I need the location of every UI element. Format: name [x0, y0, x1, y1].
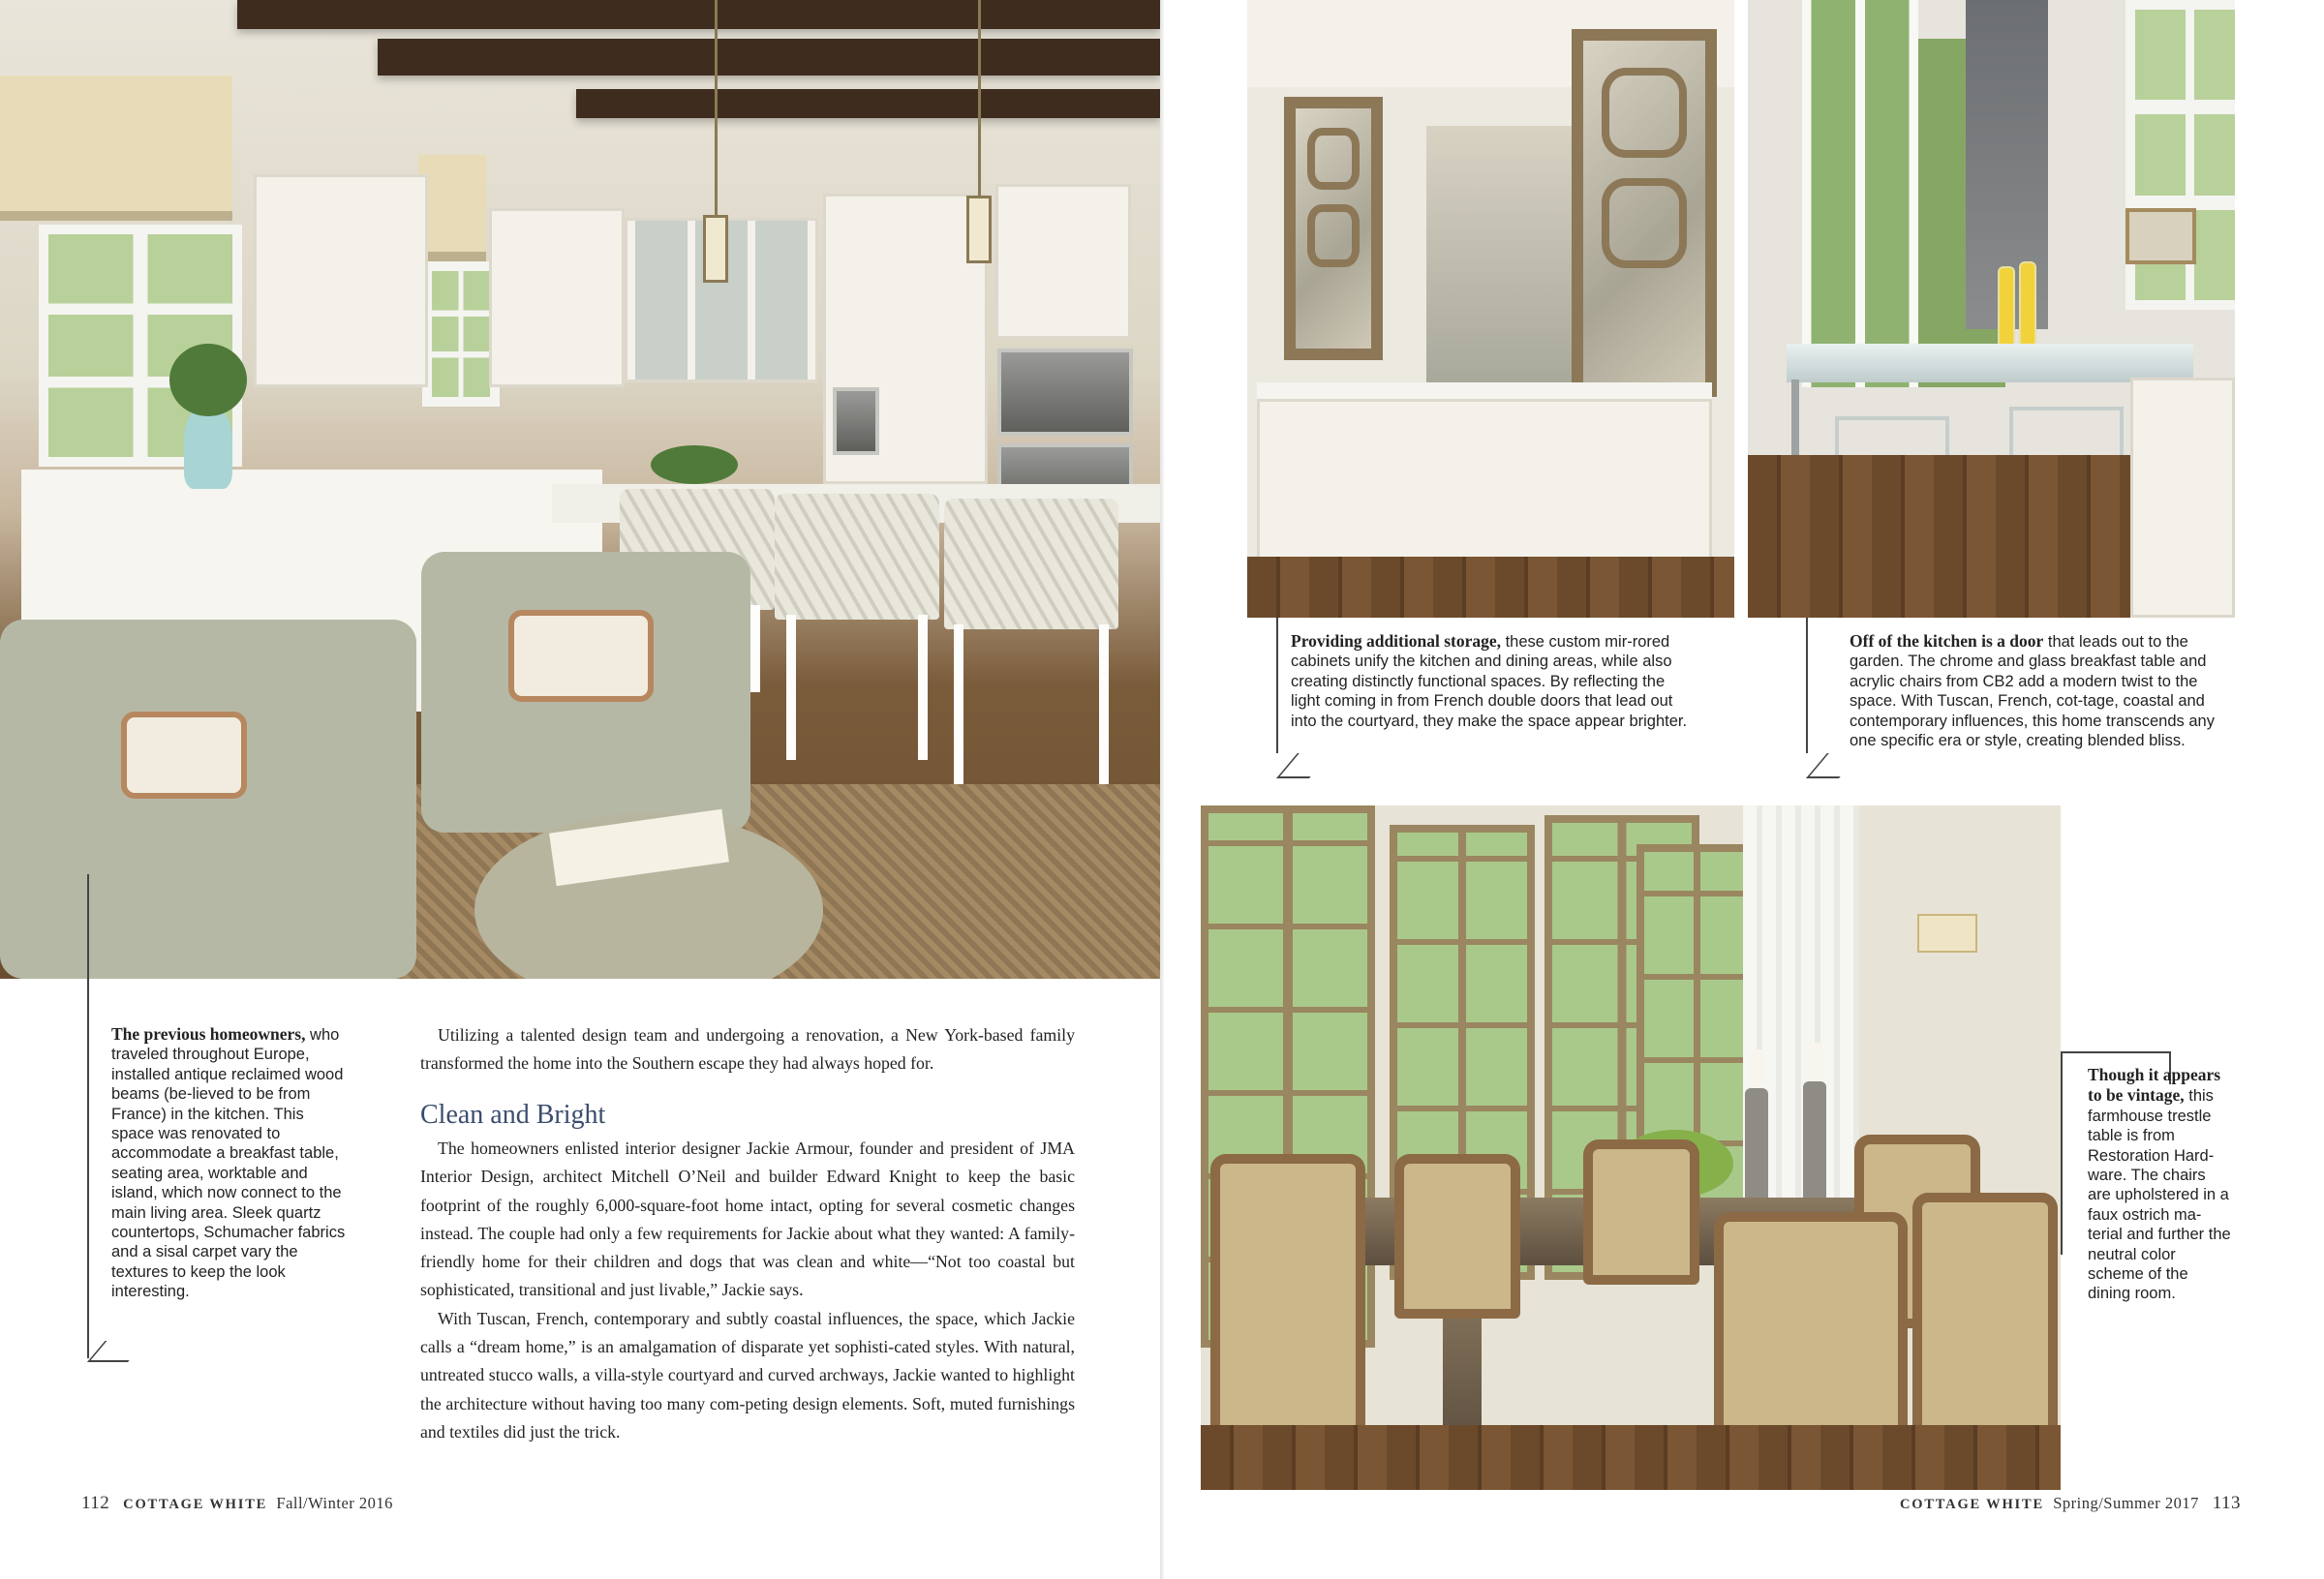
ceiling-beam	[237, 0, 1160, 29]
caption-bracket-foot	[1806, 753, 1860, 778]
stool-leg	[750, 605, 760, 692]
stool-leg	[954, 624, 963, 784]
wood-floor	[1748, 455, 2130, 618]
page-gutter	[1160, 0, 1164, 1579]
roman-shade	[0, 76, 232, 221]
pendant-rod	[978, 0, 981, 198]
french-door	[1802, 0, 1918, 387]
armchair	[0, 620, 416, 979]
mirrored-cabinet-door	[1572, 29, 1717, 397]
stool-leg	[786, 615, 796, 760]
kitchen-photo	[0, 0, 1160, 979]
kitchen-caption	[111, 1024, 349, 1302]
framed-art	[2125, 208, 2196, 264]
magazine-name: COTTAGE WHITE	[123, 1497, 268, 1512]
wall-sconce	[1917, 914, 1977, 953]
caption-text: that leads out to the garden. The chrome and glass breakfast table and acrylic chairs from CB2 add a modern twist to the space. With Tuscan, French, cot-tage, coastal and contemporary influences, this home transcends any one specific era or style, creating blended bliss.	[1850, 633, 2215, 750]
caption-bracket	[87, 874, 89, 1358]
issue-name: Fall/Winter 2016	[276, 1494, 393, 1512]
door-caption	[1850, 631, 2237, 750]
side-cabinet	[2130, 378, 2235, 618]
caption-bracket	[2061, 1051, 2063, 1255]
caption-bracket-top-bar	[2061, 1051, 2169, 1053]
page-number: 113	[2212, 1493, 2241, 1513]
folio-left	[81, 1493, 393, 1514]
intro-text: Utilizing a talented design team and undergoing a renovation, a New York-based family transformed the home into the Southern escape they had always hoped for.	[420, 1025, 1075, 1074]
ceiling-beam	[576, 89, 1160, 118]
mirrored-cabinet-photo	[1247, 0, 1734, 618]
page-number: 112	[81, 1493, 110, 1513]
bar-stool	[944, 499, 1118, 629]
vase	[184, 407, 232, 489]
storage-caption	[1291, 631, 1693, 731]
body-paragraph: With Tuscan, French, contemporary and subtly coastal influences, the space, which Jackie calls a “dream home,” is an amalgamation of disparate yet sophisti-cated styles. With natural, untreated stucco walls, a villa-style courtyard and curved archways, Jackie wanted to highlight the architecture without having too many com-peting design elements. Soft, muted furnishings and textiles did just the trick.	[420, 1308, 1075, 1442]
dining-chair	[1394, 1154, 1520, 1319]
countertop	[1257, 382, 1712, 400]
caption-bracket	[1806, 618, 1808, 753]
section-subhead: Clean and Bright	[420, 1100, 606, 1130]
juice-bottle	[2019, 261, 2036, 353]
throw-pillow	[121, 712, 247, 799]
caption-bracket-foot	[87, 1341, 145, 1362]
roman-shade	[418, 155, 486, 261]
breakfast-door-photo	[1748, 0, 2235, 618]
folio-right	[1900, 1493, 2241, 1514]
candle	[1749, 1049, 1764, 1088]
issue-name: Spring/Summer 2017	[2053, 1494, 2199, 1512]
caption-lead: The previous homeowners,	[111, 1024, 306, 1044]
coffee-machine	[833, 387, 879, 455]
caption-bracket-foot	[1276, 753, 1330, 778]
body-column	[420, 1135, 1075, 1446]
upper-cabinet	[254, 174, 428, 387]
plant	[169, 344, 247, 416]
mirrored-cabinet-door	[1284, 97, 1383, 360]
pendant-light	[966, 196, 992, 263]
dining-caption	[2088, 1065, 2233, 1304]
dining-chair	[1583, 1139, 1699, 1285]
throw-pillow	[508, 610, 654, 702]
dining-photo	[1201, 805, 2061, 1490]
wall-oven	[997, 349, 1133, 436]
magazine-name: COTTAGE WHITE	[1899, 1497, 2044, 1512]
juice-bottle	[1998, 266, 2015, 353]
upper-cabinet	[489, 208, 625, 387]
intro-paragraph	[420, 1021, 1075, 1078]
wood-floor	[1247, 557, 1734, 618]
window	[422, 261, 500, 407]
bar-stool	[775, 494, 939, 620]
ceiling-beam	[378, 39, 1160, 76]
base-cabinets	[1257, 399, 1712, 583]
stool-leg	[1099, 624, 1109, 784]
body-paragraph: The homeowners enlisted interior designer Jackie Armour, founder and president of JMA Interior Design, architect Mitchell O’Neil and builder Edward Knight to keep the basic footprint of the roughly 6,000-square-foot home intact, opting for several cosmetic changes instead. The couple had only a few requirements for Jackie about what they wanted: A family-friendly home for their children and dogs that was clean and white—“Not too coastal but sophisticated, transitional and just livable,” Jackie says.	[420, 1139, 1075, 1300]
pendant-rod	[715, 0, 718, 218]
candle	[1807, 1043, 1822, 1081]
caption-bracket	[1276, 618, 1278, 753]
caption-text: who traveled throughout Europe, installed antique reclaimed wood beams (be-lieved to be from France) in the kitchen. This space was renovated to accommodate a breakfast table, seating area, worktable and island, which now connect to the main living area. Sleek quartz countertops, Schumacher fabrics and a sisal carpet vary the textures to keep the look interesting.	[111, 1026, 346, 1301]
wood-floor	[1201, 1425, 2061, 1490]
caption-lead: Providing additional storage,	[1291, 631, 1501, 651]
caption-lead: Though it appears to be vintage,	[2088, 1065, 2221, 1106]
glass-table-top	[1787, 344, 2193, 382]
artichoke-bowl	[651, 445, 738, 484]
pendant-light	[703, 215, 728, 283]
stool-leg	[918, 615, 928, 760]
caption-lead: Off of the kitchen is a door	[1850, 631, 2044, 651]
caption-text: this farmhouse trestle table is from Restoration Hard-ware. The chairs are upholstered in a faux ostrich ma-terial and further the neutral color scheme of the dining room.	[2088, 1087, 2231, 1303]
upper-cabinet	[995, 184, 1131, 339]
caption-text: these custom mir-rored cabinets unify the kitchen and dining areas, while also creating distinctly functional spaces. By reflecting the light coming in from French double doors that lead out into the courtyard, they make the space appear brighter.	[1291, 633, 1688, 730]
